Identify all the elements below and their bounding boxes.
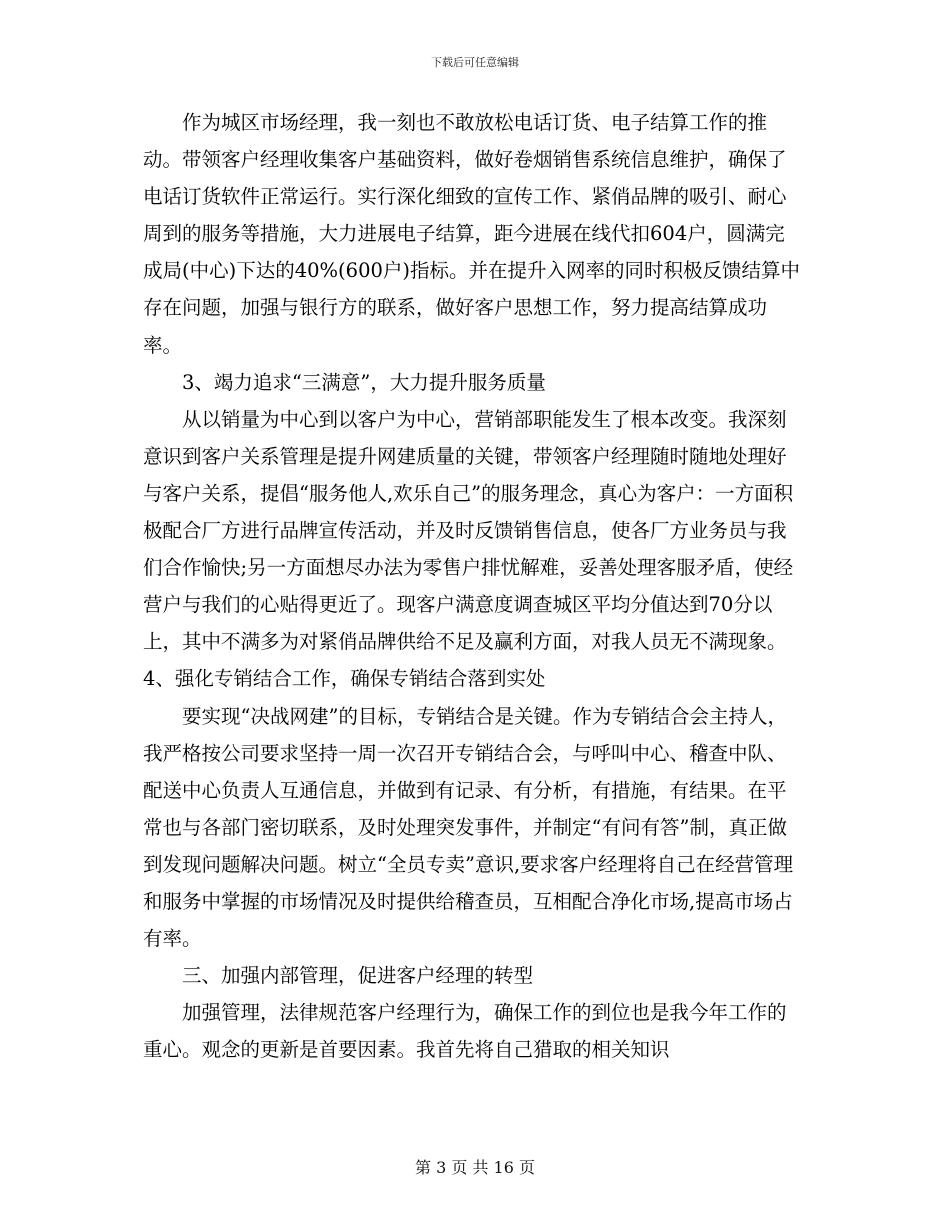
paragraph-sales-integration: 要实现“决战网建”的目标，专销结合是关键。作为专销结合会主持人，我严格按公司要求坚持一周一次召开专销结合会，与呼叫中心、稽查中队、配送中心负责人互通信息，并做到有记录、有分析，有措施，有结果。在平常也与各部门密切联系，及时处理突发事件，并制定“有问有答”制，真正做到发现问题解决问题。树立“全员专卖”意识,要求客户经理将自己在经营管理和服务中掌握的市场情况及时提供给稽查员，互相配合净化市场,提高市场占有率。 xyxy=(143,704,794,951)
page-header: 下载后可任意编辑 xyxy=(431,56,519,69)
page-number: 第 3 页 共 16 页 xyxy=(415,1158,535,1177)
paragraph-telephone-ordering: 作为城区市场经理，我一刻也不敢放松电话订货、电子结算工作的推动。带领客户经理收集客户基础资料，做好卷烟销售系统信息维护，确保了电话订货软件正常运行。实行深化细致的宣传工作、紧俏品牌的吸引、耐心周到的服务等措施，大力进展电子结算，距今进展在线代扣604户，圆满完成局(中心)下达的40%(600户)指标。并在提升入网率的同时积极反馈结算中存在问题，加强与银行方的联系，做好客户思想工作，努力提高结算成功率。 xyxy=(143,111,800,357)
document-body xyxy=(143,104,803,1068)
paragraph-management: 加强管理，法律规范客户经理行为，确保工作的到位也是我今年工作的重心。观念的更新是首要因素。我首先将自己猎取的相关知识 xyxy=(143,1001,787,1062)
section-heading-three-satisfaction: 3、竭力追求“三满意”，大力提升服务质量 xyxy=(182,370,546,394)
paragraph-customer-service: 从以销量为中心到以客户为中心，营销部职能发生了根本改变。我深刻意识到客户关系管理是提升网建质量的关键，带领客户经理随时随地处理好与客户关系，提倡“服务他人,欢乐自己”的服务理念，真心为客户：一方面积极配合厂方进行品牌宣传活动，并及时反馈销售信息，使各厂方业务员与我们合作愉快;另一方面想尽办法为零售户排忧解难，妥善处理客服矛盾，使经营户与我们的心贴得更近了。现客户满意度调查城区平均分值达到70分以上，其中不满多为对紧俏品牌供给不足及赢利方面，对我人员无不满现象。4、强化专销结合工作，确保专销结合落到实处 xyxy=(143,407,794,691)
section-heading-internal-management: 三、加强内部管理，促进客户经理的转型 xyxy=(182,964,534,988)
